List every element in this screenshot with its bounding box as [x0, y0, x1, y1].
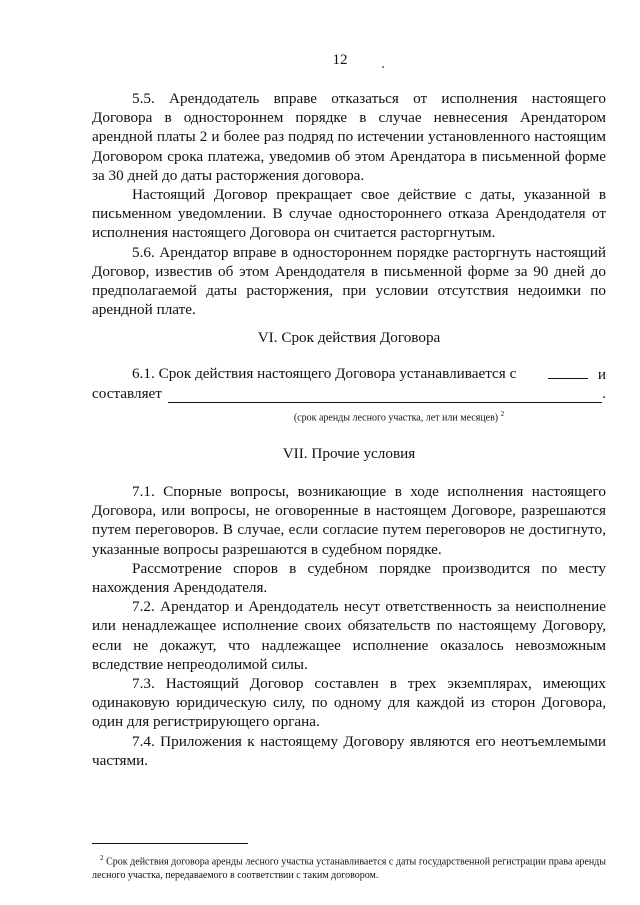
footnote-divider	[92, 843, 248, 844]
clause-6-1-line-1	[92, 364, 606, 384]
clause-6-1-second: составляет	[92, 385, 162, 403]
section-5-text	[92, 89, 606, 319]
paragraph-7-3: 7.3. Настоящий Договор составлен в трех экземплярах, имеющих одинаковую юридическую силу, по одному для каждой из сторон Договора, один для регистрирующего органа.	[92, 675, 606, 731]
clause-6-1-and: и	[597, 366, 606, 383]
term-blank	[168, 388, 602, 403]
term-caption	[92, 408, 606, 424]
clause-6-1-line-2	[92, 384, 606, 403]
scan-speck	[382, 66, 384, 68]
paragraph-7-1: 7.1. Спорные вопросы, возникающие в ходе исполнения настоящего Договора, или вопросы, не оговоренные в настоящем Договоре, разрешаются путем переговоров. В случае, если согласие путем переговоров не достигнуто, указанные вопросы разрешаются в судебном порядке.	[92, 483, 606, 558]
paragraph-5-6: 5.6. Арендатор вправе в одностороннем порядке расторгнуть настоящий Договор, известив об этом Арендодателя в письменной форме за 90 дней до предполагаемой даты расторжения, при условии отсутствия недоимки по арендной плате.	[92, 243, 606, 319]
footnote-marker: 2	[100, 854, 104, 862]
page-number: 12	[332, 52, 348, 68]
section-7-heading: VII. Прочие условия	[282, 445, 416, 462]
start-date-blank	[548, 364, 588, 379]
clause-6-1	[92, 364, 606, 403]
clause-6-1-date-group	[542, 364, 606, 384]
clause-6-1-end: .	[602, 385, 606, 403]
section-6-heading: VI. Срок действия Договора	[257, 329, 441, 346]
footnote	[92, 851, 606, 883]
paragraph-termination-effect: Настоящий Договор прекращает свое действие с даты, указанной в письменном уведомлении. В случае одностороннего отказа Арендодателя от исполнения настоящего Договора он считается расторгнутым.	[92, 186, 606, 242]
paragraph-7-4: 7.4. Приложения к настоящему Договору являются его неотъемлемыми частями.	[92, 732, 606, 769]
paragraph-7-2: 7.2. Арендатор и Арендодатель несут ответственность за неисполнение или ненадлежащее исполнение своих обязательств по настоящему Договору, если не докажут, что надлежащее исполнение оказалось невозможным вследствие непреодолимой силы.	[92, 598, 606, 673]
footnote-reference: 2	[500, 410, 505, 418]
term-caption-text: (срок аренды лесного участка, лет или месяцев)	[293, 412, 499, 424]
footnote-text: Срок действия договора аренды лесного участка устанавливается с даты государственной регистрации права аренды лесного участка, передаваемого в соответствии с таким договором.	[92, 856, 606, 882]
clause-6-1-start: 6.1. Срок действия настоящего Договора устанавливается с	[132, 365, 517, 382]
section-7-text	[92, 482, 606, 770]
paragraph-jurisdiction: Рассмотрение споров в судебном порядке производится по месту нахождения Арендодателя.	[92, 559, 606, 597]
paragraph-5-5: 5.5. Арендодатель вправе отказаться от исполнения настоящего Договора в одностороннем порядке в случае невнесения Арендатором арендной платы 2 и более раз подряд по истечении установленного настоящим Договором срока платежа, уведомив об этом Арендатора в письменной форме за 30 дней до даты расторжения договора.	[92, 90, 606, 184]
